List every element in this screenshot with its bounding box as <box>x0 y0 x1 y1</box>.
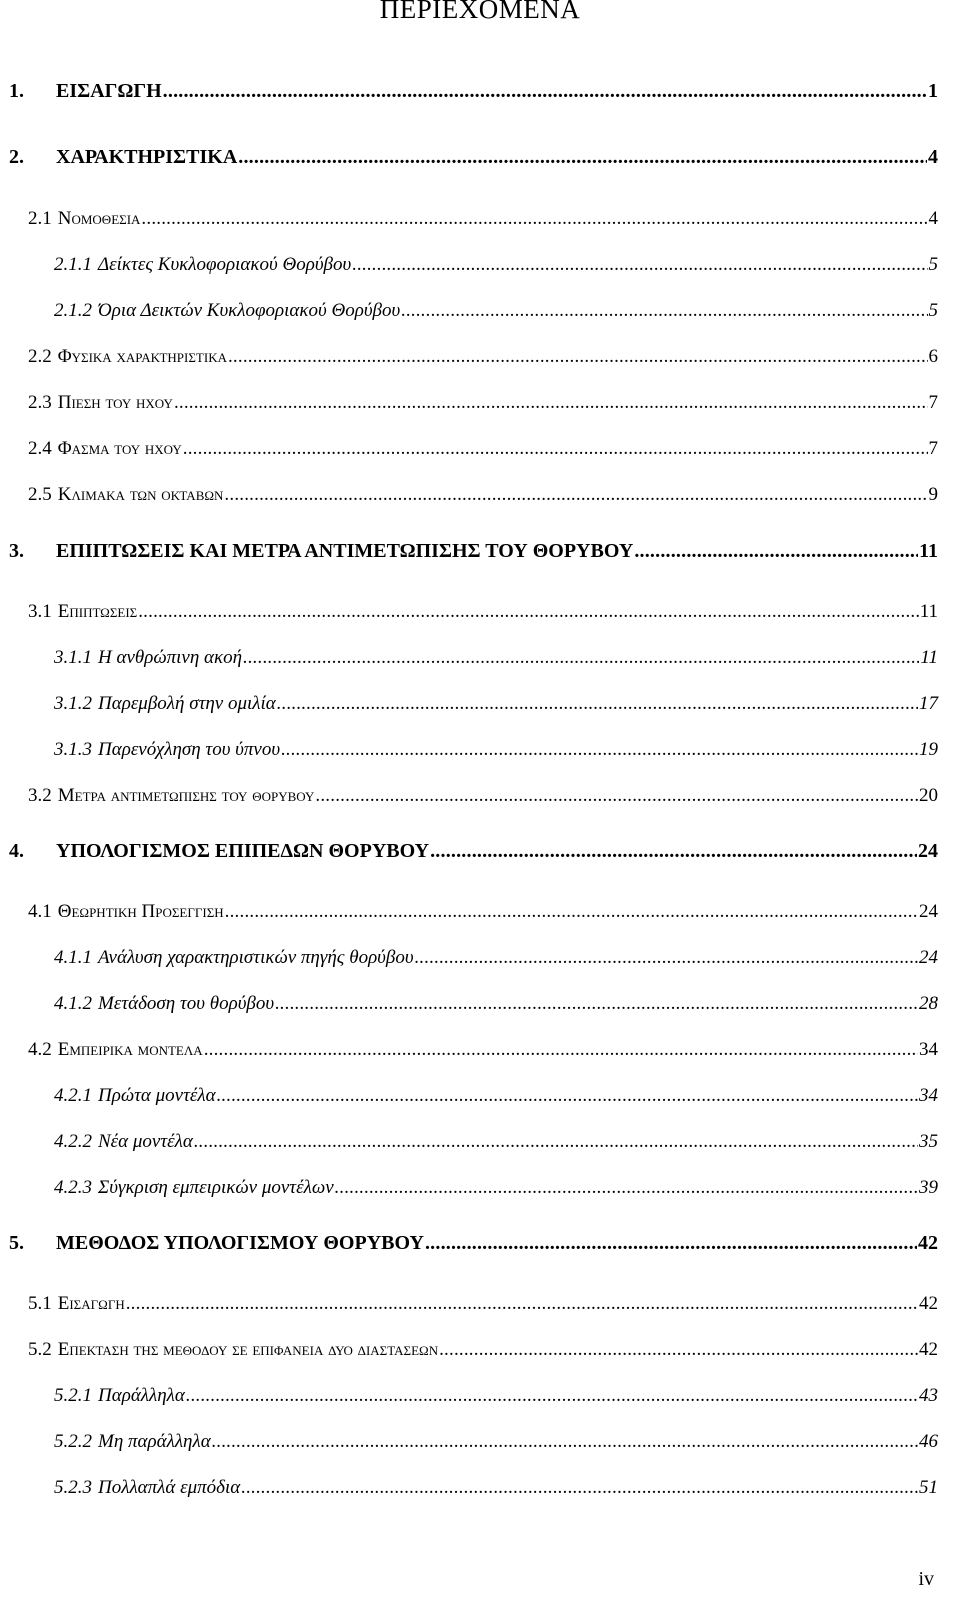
toc-entry-title: Όρια Δεικτών Κυκλοφοριακού Θορύβου <box>98 300 401 321</box>
toc-entry-number: 3.1 <box>28 601 52 622</box>
toc-entry-number: 5.2.1 <box>54 1385 92 1406</box>
toc-entry-title: Επεκταση της μεθοδου σε επιφανεια δυο διαστασεων <box>57 1339 439 1360</box>
toc-entry[interactable] <box>28 392 938 414</box>
dot-leader <box>228 346 928 368</box>
dot-leader <box>634 540 918 563</box>
toc-entry-number: 4.2 <box>28 1039 52 1060</box>
toc-entry-title: Νομοθεσια <box>57 208 141 229</box>
toc-entry-number: 3. <box>9 540 24 562</box>
toc-entry-number: 4.2.2 <box>54 1131 92 1152</box>
dot-leader <box>225 901 918 923</box>
dot-leader <box>430 840 917 863</box>
toc-entry-title: Ανάλυση χαρακτηριστικών πηγής θορύβου <box>98 947 414 968</box>
dot-leader <box>335 1177 918 1199</box>
toc-entry-number: 4.1.2 <box>54 993 92 1014</box>
toc-entry-title: Φυσικα χαρακτηριστικα <box>57 346 227 367</box>
toc-entry-title: Πιεση του ηχου <box>57 392 173 413</box>
toc-entry[interactable] <box>28 1293 938 1315</box>
toc-entry-page: 5 <box>928 300 938 321</box>
toc-entry-page: 1 <box>928 80 938 102</box>
toc-entry-page: 11 <box>919 540 938 562</box>
toc-entry[interactable] <box>28 785 938 807</box>
toc-entry-title: Παρεμβολή στην ομιλία <box>98 693 276 714</box>
dot-leader <box>401 300 927 322</box>
dot-leader <box>352 254 927 276</box>
toc-entry-page: 4 <box>928 208 938 229</box>
toc-entry-page: 24 <box>919 901 938 922</box>
dot-leader <box>415 947 918 969</box>
toc-entry-title: Φασμα του ηχου <box>57 438 182 459</box>
toc-entry-number: 4.1.1 <box>54 947 92 968</box>
dot-leader <box>163 80 927 103</box>
toc-entry-title: Σύγκριση εμπειρικών μοντέλων <box>98 1177 334 1198</box>
dot-leader <box>277 693 918 715</box>
dot-leader <box>194 1131 918 1153</box>
toc-entry-page: 28 <box>919 993 938 1014</box>
dot-leader <box>439 1339 918 1361</box>
toc-entry-title: Μετάδοση του θορύβου <box>98 993 275 1014</box>
toc-entry-page: 51 <box>919 1477 938 1498</box>
toc-entry-number: 1. <box>9 80 24 102</box>
toc-entry-number: 3.1.3 <box>54 739 92 760</box>
toc-entry-title: Παρενόχληση του ύπνου <box>98 739 281 760</box>
toc-entry[interactable] <box>28 601 938 623</box>
toc-entry[interactable] <box>54 1385 938 1407</box>
toc-entry[interactable] <box>54 739 938 761</box>
toc-entry-title: Δείκτες Κυκλοφοριακού Θορύβου <box>98 254 352 275</box>
toc-entry-title: Θεωρητικη Προσεγγιση <box>57 901 224 922</box>
toc-entry-title: ΕΠΙΠΤΩΣΕΙΣ ΚΑΙ ΜΕΤΡΑ ΑΝΤΙΜΕΤΩΠΙΣΗΣ ΤΟΥ ΘΟΡΥΒΟΥ <box>56 540 634 562</box>
toc-entry-page: 7 <box>928 438 938 459</box>
dot-leader <box>138 601 918 623</box>
toc-entry-page: 34 <box>919 1039 938 1060</box>
toc-entry-page: 35 <box>919 1131 938 1152</box>
dot-leader <box>224 484 927 506</box>
toc-entry-title: ΕΙΣΑΓΩΓΗ <box>56 80 162 102</box>
toc-entry[interactable] <box>54 300 938 322</box>
toc-entry[interactable] <box>28 484 938 506</box>
toc-entry-number: 5.2.2 <box>54 1431 92 1452</box>
dot-leader <box>281 739 918 761</box>
toc-entry-title: Πρώτα μοντέλα <box>98 1085 216 1106</box>
toc-entry-page: 42 <box>918 1232 938 1254</box>
toc-entry-number: 4. <box>9 840 24 862</box>
toc-entry-page: 24 <box>918 840 938 862</box>
toc-entry[interactable] <box>9 80 938 103</box>
dot-leader <box>217 1085 918 1107</box>
dot-leader <box>126 1293 918 1315</box>
toc-entry-page: 6 <box>928 346 938 367</box>
dot-leader <box>315 785 918 807</box>
toc-entry-page: 11 <box>920 647 938 668</box>
toc-entry-title: ΜΕΘΟΔΟΣ ΥΠΟΛΟΓΙΣΜΟΥ ΘΟΡΥΒΟΥ <box>56 1232 424 1254</box>
toc-entry-number: 4.2.3 <box>54 1177 92 1198</box>
toc-entry[interactable] <box>9 840 938 863</box>
toc-entry-number: 5.2 <box>28 1339 52 1360</box>
toc-entry-title: Η ανθρώπινη ακοή <box>98 647 243 668</box>
dot-leader <box>425 1232 917 1255</box>
toc-entry-page: 20 <box>919 785 938 806</box>
toc-entry-page: 39 <box>919 1177 938 1198</box>
toc-entry-number: 2.1.1 <box>54 254 92 275</box>
dot-leader <box>275 993 918 1015</box>
toc-entry-number: 5.2.3 <box>54 1477 92 1498</box>
dot-leader <box>204 1039 918 1061</box>
toc-entry-number: 2.1 <box>28 208 52 229</box>
toc-entry-number: 4.1 <box>28 901 52 922</box>
dot-leader <box>174 392 928 414</box>
toc-entry-page: 7 <box>928 392 938 413</box>
toc-entry-page: 43 <box>919 1385 938 1406</box>
toc-entry-number: 4.2.1 <box>54 1085 92 1106</box>
toc-entry[interactable] <box>9 1232 938 1255</box>
toc-entry-title: Μετρα αντιμετωπισης του θορυβου <box>57 785 315 806</box>
toc-entry-number: 5. <box>9 1232 24 1254</box>
toc-entry-page: 42 <box>919 1293 938 1314</box>
dot-leader <box>141 208 927 230</box>
page-title: ΠΕΡΙΕΧΟΜΕΝΑ <box>379 0 581 24</box>
toc-entry-page: 19 <box>919 739 938 760</box>
toc-entry-number: 5.1 <box>28 1293 52 1314</box>
toc-entry-page: 17 <box>919 693 938 714</box>
toc-entry[interactable] <box>54 947 938 969</box>
dot-leader <box>238 146 927 169</box>
toc-entry-page: 34 <box>919 1085 938 1106</box>
toc-entry[interactable] <box>28 438 938 460</box>
toc-entry-page: 24 <box>919 947 938 968</box>
toc-entry-number: 3.1.2 <box>54 693 92 714</box>
toc-entry-title: Νέα μοντέλα <box>98 1131 193 1152</box>
toc-entry[interactable] <box>28 208 938 230</box>
toc-entry[interactable] <box>54 254 938 276</box>
toc-entry[interactable] <box>54 693 938 715</box>
toc-entry-title: Πολλαπλά εμπόδια <box>98 1477 241 1498</box>
toc-entry[interactable] <box>54 1085 938 1107</box>
toc-entry[interactable] <box>54 1177 938 1199</box>
toc-entry-number: 2.1.2 <box>54 300 92 321</box>
toc-entry[interactable] <box>54 1477 938 1499</box>
toc-entry-title: ΧΑΡΑΚΤΗΡΙΣΤΙΚΑ <box>56 146 238 168</box>
toc-entry-title: Εισαγωγη <box>57 1293 125 1314</box>
toc-entry[interactable] <box>28 901 938 923</box>
toc-entry-page: 4 <box>928 146 938 168</box>
page-number: iv <box>918 1568 934 1590</box>
toc-entry[interactable] <box>54 1431 938 1453</box>
dot-leader <box>243 647 919 669</box>
toc-entry[interactable] <box>54 993 938 1015</box>
toc-entry-number: 2.3 <box>28 392 52 413</box>
toc-entry[interactable] <box>28 1039 938 1061</box>
dot-leader <box>183 438 928 460</box>
toc-entry-title: Παράλληλα <box>98 1385 185 1406</box>
dot-leader <box>212 1431 918 1453</box>
toc-entry-number: 2.4 <box>28 438 52 459</box>
dot-leader <box>241 1477 918 1499</box>
toc-entry-number: 2. <box>9 146 24 168</box>
toc-entry[interactable] <box>54 1131 938 1153</box>
toc-entry-page: 42 <box>919 1339 938 1360</box>
toc-entry-title: Κλιμακα των οκταβων <box>57 484 224 505</box>
dot-leader <box>186 1385 918 1407</box>
toc-entry-title: Μη παράλληλα <box>98 1431 211 1452</box>
toc-entry-page: 9 <box>928 484 938 505</box>
toc-entry-number: 3.2 <box>28 785 52 806</box>
toc-entry[interactable] <box>9 540 938 563</box>
toc-entry-number: 2.5 <box>28 484 52 505</box>
toc-entry[interactable] <box>28 1339 938 1361</box>
toc-entry-page: 11 <box>919 601 938 622</box>
toc-entry[interactable] <box>54 647 938 669</box>
toc-entry-title: Επιπτωσεις <box>57 601 138 622</box>
toc-entry-number: 3.1.1 <box>54 647 92 668</box>
toc-entry-title: Εμπειρικα μοντελα <box>57 1039 203 1060</box>
toc-entry-page: 5 <box>928 254 938 275</box>
toc-entry-page: 46 <box>919 1431 938 1452</box>
toc-entry-title: ΥΠΟΛΟΓΙΣΜΟΣ ΕΠΙΠΕΔΩΝ ΘΟΡΥΒΟΥ <box>56 840 430 862</box>
toc-entry[interactable] <box>9 146 938 169</box>
toc-entry-number: 2.2 <box>28 346 52 367</box>
toc-entry[interactable] <box>28 346 938 368</box>
